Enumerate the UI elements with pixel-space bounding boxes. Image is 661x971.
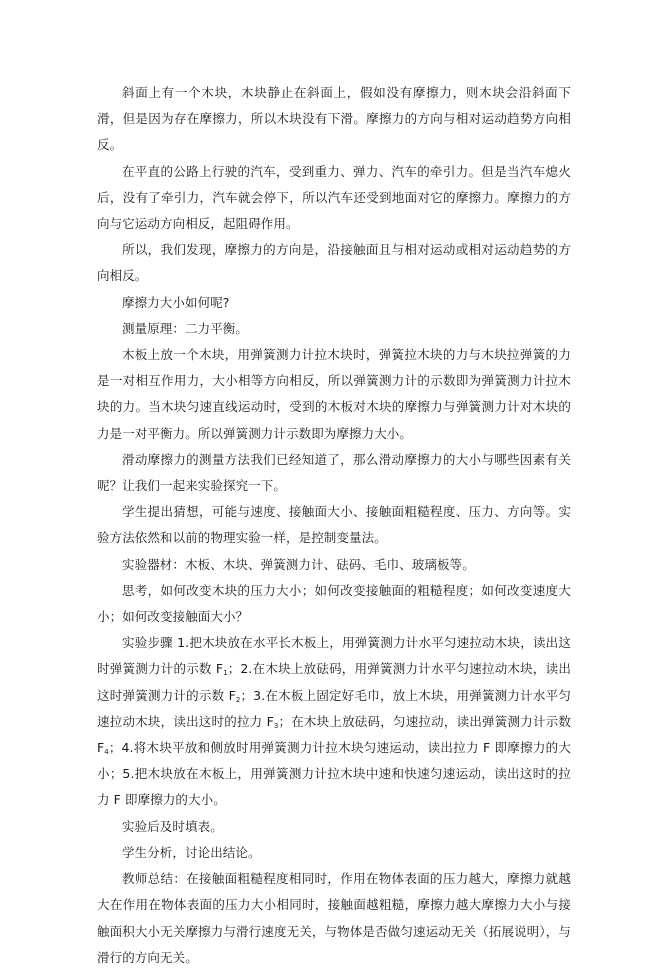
paragraph-experiment-steps [97, 630, 571, 813]
paragraph-measurement-explanation: 木板上放一个木块，用弹簧测力计拉木块时，弹簧拉木块的力与木块拉弹簧的力是一对相互作用力，大小相等方向相反，所以弹簧测力计的示数即为弹簧测力计拉木块的力。当木块匀速直线运动时，受到的木板对木块的摩擦力与弹簧测力计对木块的力是一对平衡力。所以弹簧测力计示数即为摩擦力大小。 [97, 347, 571, 441]
steps-text-5: ；4.将木块平放和侧放时用弹簧测力计拉木块匀速运动，读出拉力 F 即摩擦力的大小；5.把木块放在木板上，用弹簧测力计拉木块中速和快速匀速运动，读出这时的拉力 F 即摩擦力的大小。 [97, 740, 571, 808]
subscript-3: 3 [273, 721, 279, 730]
steps-text-2: ；2.在木块上放砝码，用弹簧测力计水平匀速拉动木块，读出这时弹簧测力计的示数 F [97, 661, 572, 703]
paragraph-teacher-summary: 教师总结：在接触面粗糙程度相同时，作用在物体表面的压力越大，摩擦力就越大在作用在物体表面的压力大小相同时，接触面越粗糙，摩擦力越大摩擦力大小与接触面积大小无关摩擦力与滑行速度无关，与物体是否做匀速运动无关（拓展说明），与滑行的方向无关。 [97, 871, 571, 965]
paragraph-car-friction: 在平直的公路上行驶的汽车，受到重力、弹力、汽车的牵引力。但是当汽车熄火后，没有了牵引力，汽车就会停下，所以汽车还受到地面对它的摩擦力。摩擦力的方向与它运动方向相反，起阻碍作用。 [97, 163, 571, 232]
paragraph-thinking-questions: 思考，如何改变木块的压力大小；如何改变接触面的粗糙程度；如何改变速度大小；如何改变接触面大小？ [97, 582, 571, 625]
paragraph-friction-direction: 所以，我们发现，摩擦力的方向是，沿接触面且与相对运动或相对运动趋势的方向相反。 [97, 242, 571, 284]
paragraph-sliding-friction-intro: 滑动摩擦力的测量方法我们已经知道了，那么滑动摩擦力的大小与哪些因素有关呢？让我们一起来实验探究一下。 [97, 451, 571, 494]
steps-text-3: ；3.在木板上固定好毛巾，放上木块，用弹簧测力计水平匀速拉动木块，读出这时的拉力 F [97, 687, 571, 729]
paragraph-student-hypothesis: 学生提出猜想，可能与速度、接触面大小、接触面粗糙程度、压力、方向等。实验方法依然和以前的物理实验一样，是控制变量法。 [97, 504, 571, 546]
steps-text-1: 实验步骤 1.把木块放在水平长木板上，用弹簧测力计水平匀速拉动木块，读出这时弹簧测力计的示数 F [97, 635, 571, 677]
paragraph-incline-friction: 斜面上有一个木块，木块静止在斜面上，假如没有摩擦力，则木块会沿斜面下滑，但是因为存在摩擦力，所以木块没有下滑。摩擦力的方向与相对运动趋势方向相反。 [97, 85, 571, 153]
subscript-4: 4 [104, 748, 109, 757]
paragraph-fill-table: 实验后及时填表。 [122, 818, 223, 834]
subscript-2: 2 [235, 695, 241, 704]
paragraph-friction-magnitude-question: 摩擦力大小如何呢? [122, 294, 230, 310]
steps-text-4: ；在木块上放砝码，匀速拉动，读出弹簧测力计示数 F [97, 713, 571, 756]
document-body [97, 80, 571, 971]
paragraph-measurement-principle: 测量原理：二力平衡。 [122, 320, 249, 336]
paragraph-equipment: 实验器材：木板、木块、弹簧测力计、砝码、毛巾、玻璃板等。 [122, 556, 475, 572]
paragraph-student-analysis: 学生分析，讨论出结论。 [122, 844, 261, 860]
subscript-1: 1 [223, 669, 228, 678]
